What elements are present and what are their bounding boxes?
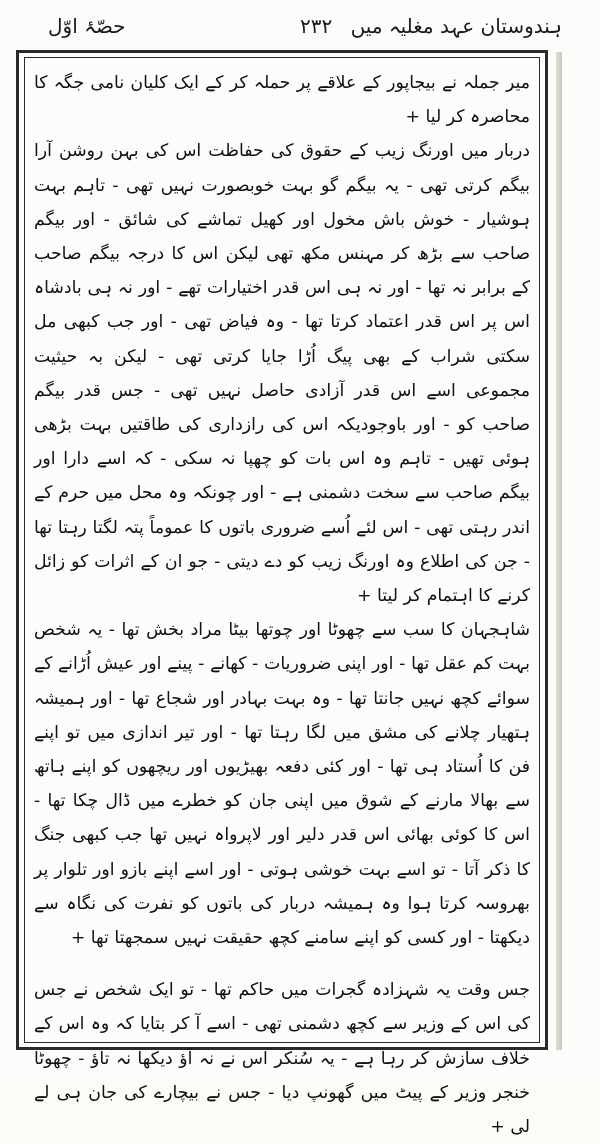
page-number: ۲۳۲ (300, 14, 333, 38)
running-title: ہندوستان عہد مغلیہ میں (350, 14, 562, 38)
part-label: حصّۂ اوّل (48, 14, 126, 38)
paragraph-murad-bakhsh: شاہجہان کا سب سے چھوٹا اور چوتھا بیٹا مراد بخش تھا - یہ شخص بہت کم عقل تھا - اور اپنی ضروریات - کھانے - پینے اور عیش اُڑانے کے سوائے کچھ نہیں جانتا تھا - وہ بہت بہادر اور شجاع تھا - اور ہمیشہ ہتھیار چلانے کی مشق میں لگا رہتا تھا - اور تیر اندازی میں تو اپنے فن کا اُستاد ہی تھا - اور کئی دفعہ بھیڑیوں اور ریچھوں کو اپنے ہاتھ سے بھالا مارنے کے شوق میں اپنی جان کو خطرے میں ڈال چکا تھا - اس کا کوئی بھائی اس قدر دلیر اور لاپرواہ نہیں تھا جب کبھی جنگ کا ذکر آتا - تو اسے بہت خوشی ہوتی - اور اسے اپنے بازو اور تلوار پر بھروسہ کرتا ہوا وہ ہمیشہ دربار کی باتوں کو نفرت کی نگاہ سے دیکھتا - اور کسی کو اپنے سامنے کچھ حقیقت نہیں سمجھتا تھا + (34, 620, 530, 949)
paragraph-roshan-ara: دربار میں اورنگ زیب کے حقوق کی حفاظت اس کی بہن روشن آرا بیگم کرتی تھی - یہ بیگم گو بہت خوبصورت نہیں تھی - تاہم بہت ہوشیار - خوش باش مخول اور کھیل تماشے کی شائق - اور بیگم صاحب سے بڑھ کر مہنس مکھ تھی لیکن اس کا درجہ بیگم صاحب کے برابر نہ تھا - اور نہ ہی اس قدر اختیارات تھے - اور نہ ہی بادشاہ اس پر اس قدر اعتماد کرتا تھا - وہ فیاض تھی - اور جب کبھی مل سکتی شراب کے بھی پیگ اُڑا جایا کرتی تھی - لیکن بہ حیثیت مجموعی اسے اس قدر آزادی حاصل نہیں تھی - جس قدر بیگم صاحب کو - اور باوجودیکہ اس کی رازداری کی طاقتیں بہت بڑھی ہوئی تھیں - تاہم وہ اس بات کو چھپا نہ سکی - کہ اسے دارا اور بیگم صاحب سے سخت دشمنی ہے - اور چونکہ وہ محل میں حرم کے اندر رہتی تھی - اس لئے اُسے ضروری باتوں کا عموماً پتہ لگتا رہتا تھا - جن کی اطلاع وہ اورنگ زیب کو دے دیتی - جو ان کے اثرات کو زائل کرنے کا اہتمام کر لیتا + (34, 141, 530, 607)
paragraph-gap (34, 955, 530, 973)
page-edge (556, 52, 562, 1050)
running-header (30, 8, 572, 52)
paragraph-gujarat: جس وقت یہ شہزادہ گجرات میں حاکم تھا - تو ایک شخص نے جس کی اس کے وزیر سے کچھ دشمنی تھی - اسے آ کر بتایا کہ وہ اس کے خلاف سازش کر رہا ہے - یہ سُنکر اس نے نہ آؤ دیکھا نہ تاؤ - چھوٹا خنجر وزیر کے پیٹ میں گھونپ دیا - جس نے بیچارے کی جان ہی لے لی + (34, 980, 530, 1138)
body-text (34, 66, 530, 1144)
paragraph-mir-jumla: میر جملہ نے بیجاپور کے علاقے پر حملہ کر کے ایک کلیان نامی جگہ کا محاصرہ کر لیا + (34, 73, 530, 128)
